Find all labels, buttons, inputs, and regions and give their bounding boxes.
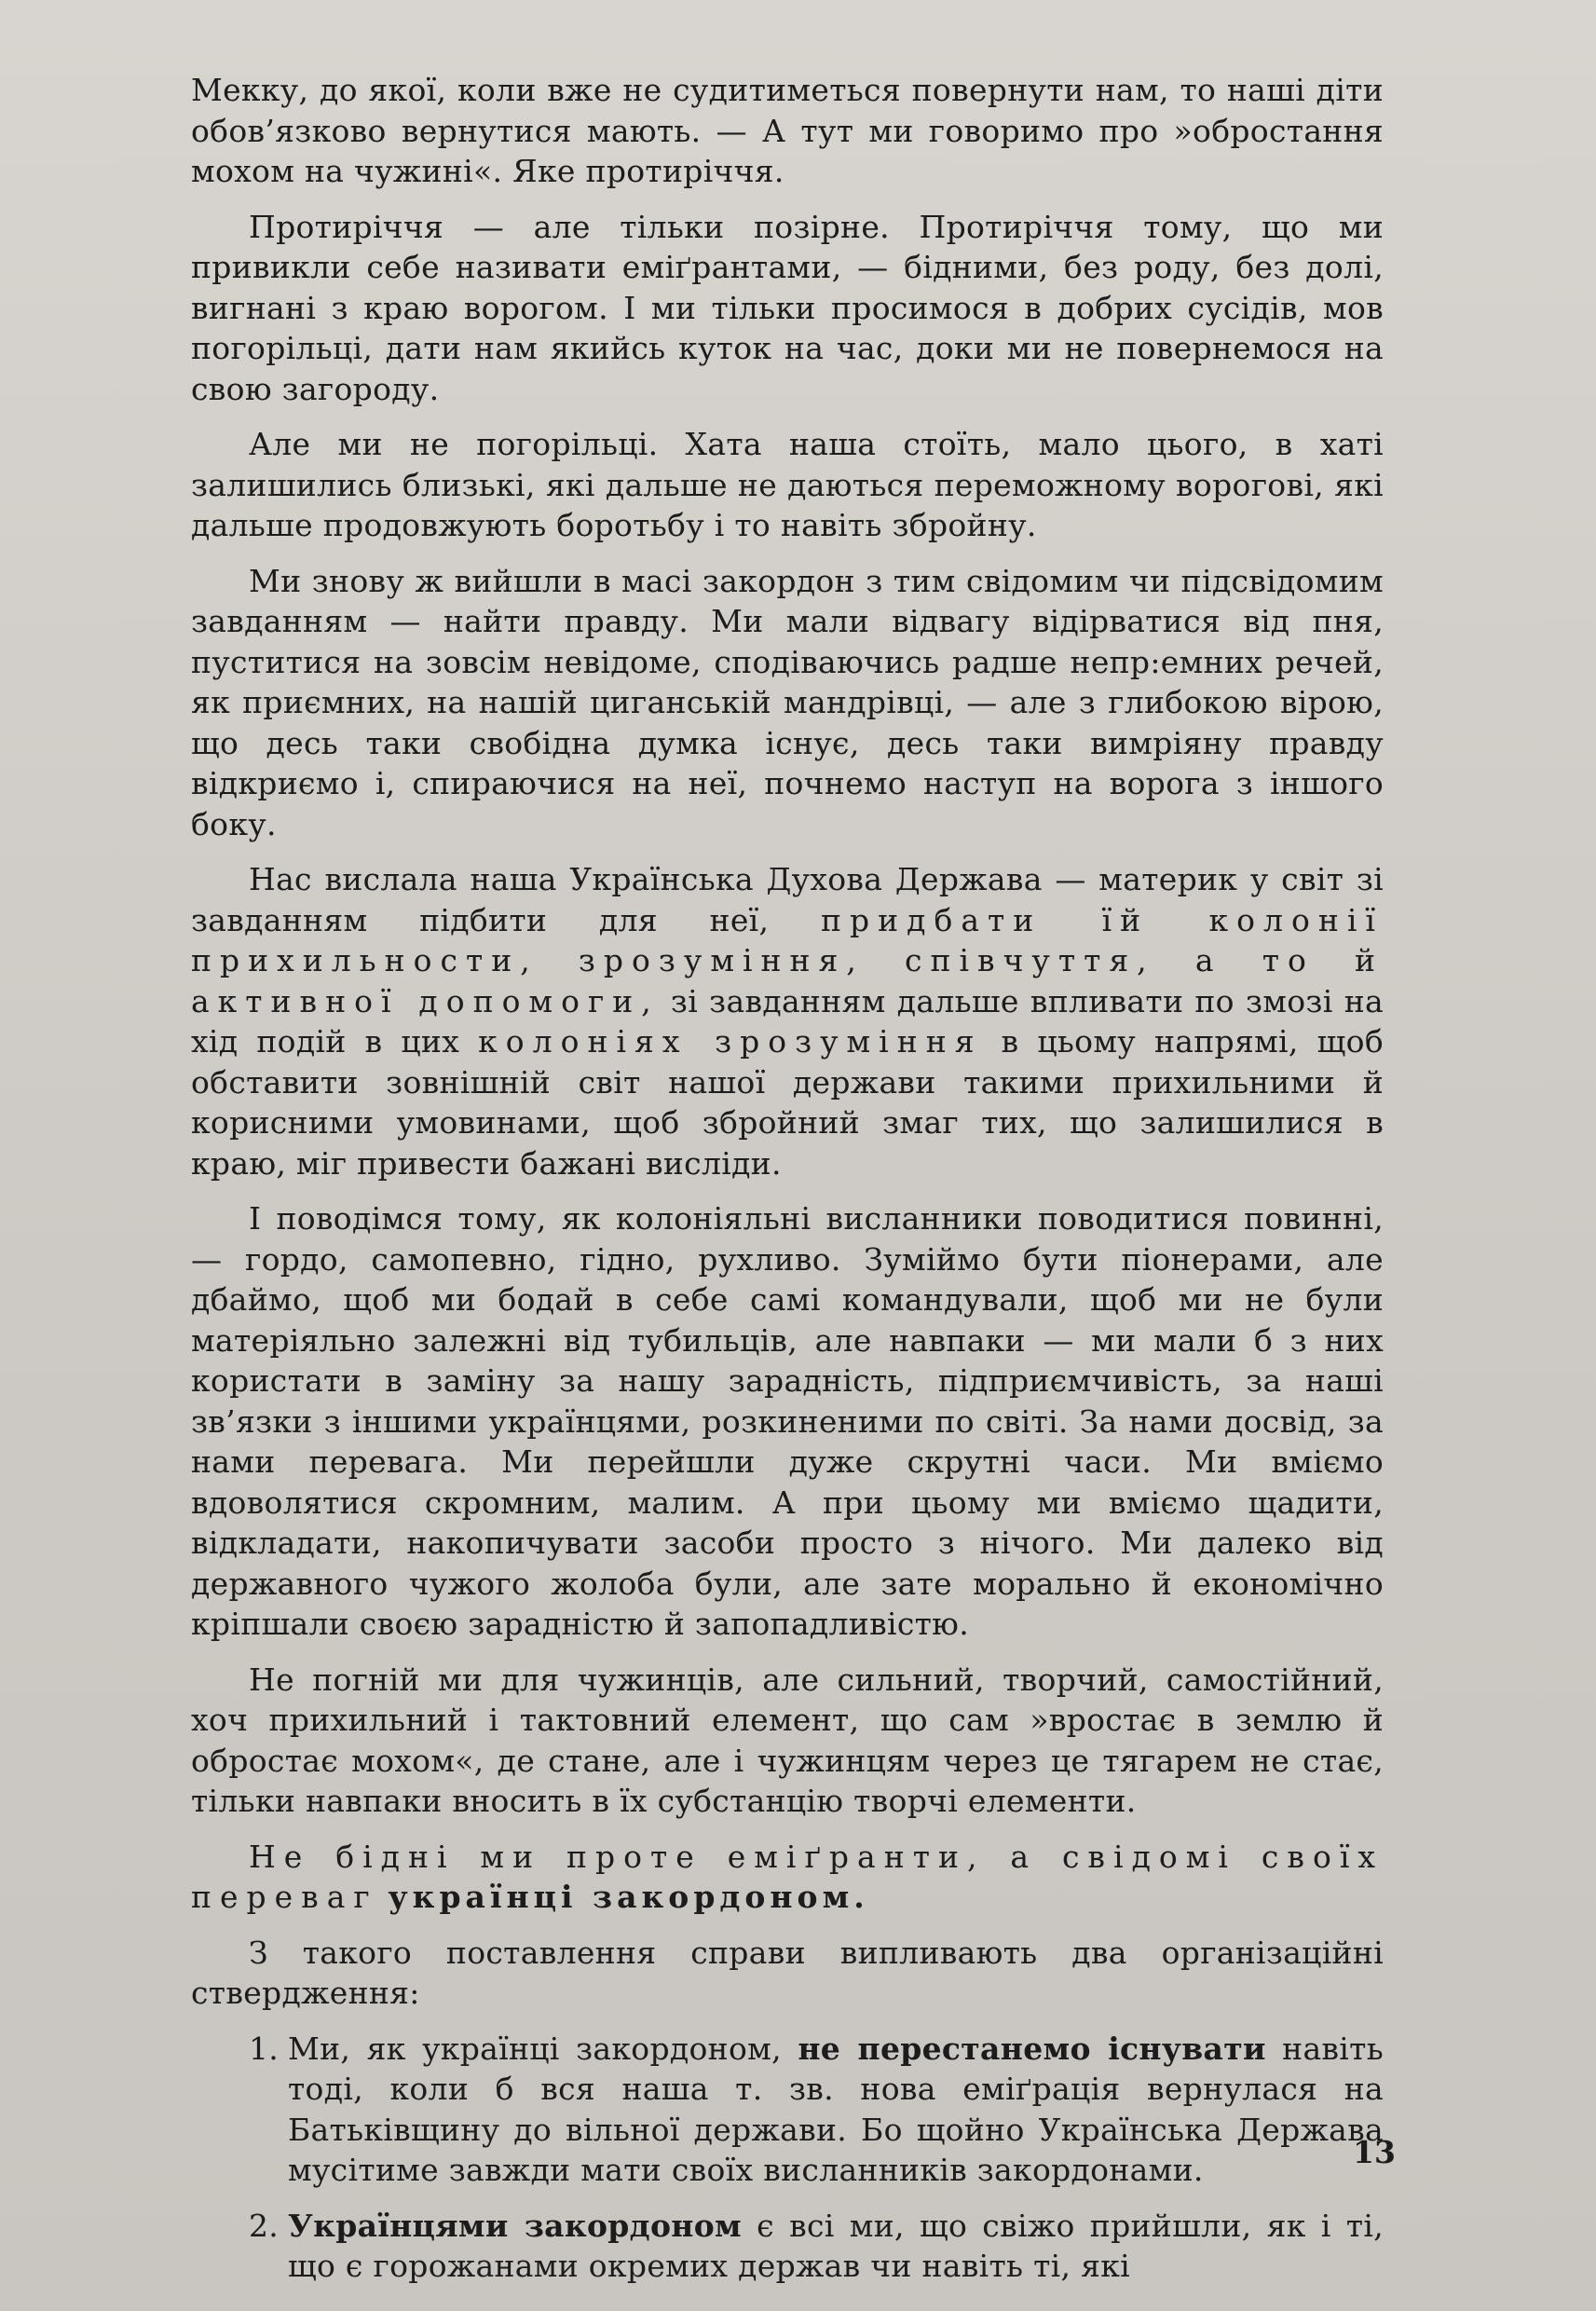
list-item-bold: Українцями закордоном [288, 2207, 743, 2244]
list-item-bold: не перестанемо існувати [798, 2030, 1266, 2067]
paragraph-9: З такого поставлення справи випливають два організаційні ствердження: [191, 1934, 1384, 2011]
paragraph-8-bold: українці закордоном. [388, 1879, 869, 1915]
page-number: 13 [1353, 2134, 1396, 2170]
paragraph-7: Не погній ми для чужинців, але сильний, творчий, самостійний, хоч прихильний і тактовний елемент, що сам »вростає в землю й обростає мохом«, де стане, але і чужинцям через це тягарем не стає, тільки навпаки вносить в їх субстанцію творчі елементи. [191, 1661, 1384, 1819]
paragraph-5-text-c: в цьому напрямі, щоб обставити зовнішній світ нашої держави такими прихильними й корисними умовинами, щоб збройний змаг тих, що залишилися в краю, міг привести бажані висліди. [191, 1023, 1384, 1182]
page-text [191, 70, 1384, 2302]
paragraph-5-spaced-a: придбати їй колонії прихильности, зрозуміння, співчуття, а то й активної допомоги, [191, 901, 1384, 1019]
paragraph-4: Ми знову ж вийшли в масі закордон з тим свідомим чи підсвідомим завданням — найти правду. Ми мали відвагу відірватися від пня, пуститися на зовсім невідоме, сподіваючись радше непр:емних речей, як приємних, на нашій циганській мандрівці, — але з глибокою вірою, що десь таки свобідна думка існує, десь таки вимріяну правду відкриємо і, спираючися на неї, почнемо наступ на ворога з іншого боку. [191, 562, 1384, 842]
paragraph-6: І поводімся тому, як колоніяльні висланники поводитися повинні, — гордо, самопевно, гідно, рухливо. Зуміймо бути піонерами, але дбаймо, щоб ми бодай в себе самі командували, щоб ми не були матеріяльно залежні від тубильців, але навпаки — ми мали б з них користати в заміну за нашу зарадність, підприємчивість, за наші зв’язки з іншими українцями, розкиненими по світі. За нами досвід, за нами перевага. Ми перейшли дуже скрутні часи. Ми вміємо вдоволятися скромним, малим. А при цьому ми вміємо щадити, відкладати, накопичувати засоби просто з нічого. Ми далеко від державного чужого жолоба були, але зате морально й економічно кріпшали своєю зарадністю й запопадливістю. [191, 1200, 1384, 1642]
paragraph-1: Мекку, до якої, коли вже не судитиметься повернути нам, то наші діти обов’язково вернутися мають. — А тут ми говоримо про »обростання мохом на чужині«. Яке протиріччя. [191, 72, 1384, 189]
paragraph-2: Протиріччя — але тільки позірне. Протиріччя тому, що ми привикли себе називати еміґрантами, — бідними, без роду, без долі, вигнані з краю ворогом. І ми тільки просимося в добрих сусідів, мов погорільці, дати нам якийсь куток на час, доки ми не повернемося на свою загороду. [191, 208, 1384, 407]
paragraph-5-text-b: зі завданням дальше впливати по змозі на хід подій в цих [191, 982, 1384, 1060]
list-item [191, 2206, 1384, 2287]
list-item-number: 2. [249, 2207, 280, 2244]
list-item-number: 1. [249, 2030, 280, 2067]
paragraph-5-text-a: Нас вислала наша Українська Духова Держава — материк у світ зі завданням підбити для неї, [191, 861, 1384, 938]
list-item-text-end: є всі ми, що свіжо прийшли, як і ті, що є горожанами окремих держав чи навіть ті, які [288, 2207, 1384, 2284]
list-item-text-end: навіть тоді, коли б вся наша т. зв. нова еміґрація вернулася на Батьківщину до вільної держави. Бо щойно Українська Держава мусітиме завжди мати своїх висланників закордонами. [288, 2030, 1384, 2188]
paragraph-8 [191, 1837, 1384, 1918]
list-item [191, 2029, 1384, 2191]
paragraph-3: Але ми не погорільці. Хата наша стоїть, мало цього, в хаті залишились близькі, які дальше не даються переможному ворогові, які дальше продовжують боротьбу і то навіть збройну. [191, 426, 1384, 543]
paragraph-5 [191, 859, 1384, 1183]
list-item-text: Ми, як українці закордоном, [288, 2030, 798, 2067]
paragraph-5-spaced-b: колоніях зрозуміння [478, 1023, 983, 1060]
statements-list [191, 2029, 1384, 2287]
paragraph-8-spaced: Не бідні ми проте еміґранти, а свідомі своїх переваг [191, 1838, 1384, 1915]
